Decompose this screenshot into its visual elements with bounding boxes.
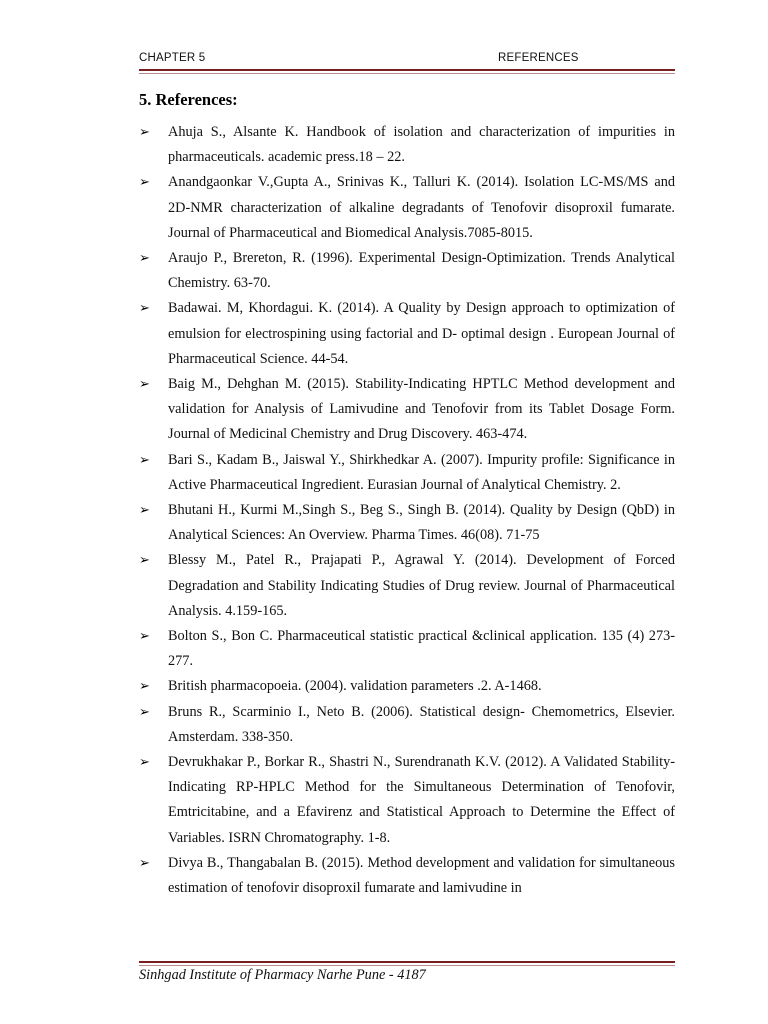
reference-item	[139, 624, 675, 674]
reference-item	[139, 674, 675, 699]
section-label: REFERENCES	[498, 52, 579, 64]
reference-list	[139, 120, 675, 901]
reference-item	[139, 170, 675, 246]
header-rule-thin	[139, 73, 675, 74]
reference-item	[139, 548, 675, 624]
reference-item	[139, 851, 675, 901]
reference-text: Blessy M., Patel R., Prajapati P., Agrawal Y. (2014). Development of Forced Degradation and Stability Indicating Studies of Drug review. Journal of Pharmaceutical Analysis. 4.159-165.	[168, 552, 675, 619]
reference-item	[139, 246, 675, 296]
reference-text: British pharmacopoeia. (2004). validation parameters .2. A-1468.	[168, 678, 542, 695]
reference-text: Bruns R., Scarminio I., Neto B. (2006). Statistical design- Chemometrics, Elsevier. Amsterdam. 338-350.	[168, 703, 675, 745]
arrow-bullet-icon: ➢	[139, 125, 150, 140]
arrow-bullet-icon: ➢	[139, 452, 150, 468]
reference-text: Devrukhakar P., Borkar R., Shastri N., Surendranath K.V. (2012). A Validated Stability-Indicating RP-HPLC Method for the Simultaneous Determination of Tenofovir, Emtricitabine, and a Efavirenz and Statistical Approach to Determine the Effect of Variables. ISRN Chromatography. 1-8.	[168, 754, 675, 846]
arrow-bullet-icon: ➢	[139, 679, 150, 695]
footer-rule-thin	[139, 965, 675, 966]
reference-text: Bolton S., Bon C. Pharmaceutical statistic practical &clinical application. 135 (4) 273-277.	[168, 628, 675, 670]
arrow-bullet-icon: ➢	[139, 301, 150, 317]
arrow-bullet-icon: ➢	[139, 755, 150, 771]
reference-text: Araujo P., Brereton, R. (1996). Experimental Design-Optimization. Trends Analytical Chemistry. 63-70.	[168, 250, 675, 292]
reference-item	[139, 700, 675, 750]
reference-text: Ahuja S., Alsante K. Handbook of isolation and characterization of impurities in pharmaceuticals. academic press.18 – 22.	[168, 124, 675, 166]
reference-item	[139, 120, 675, 170]
reference-item	[139, 372, 675, 448]
header-rule	[139, 69, 675, 71]
footer-rule	[139, 961, 675, 963]
reference-item	[139, 498, 675, 548]
running-header	[139, 52, 675, 68]
reference-text: Bhutani H., Kurmi M.,Singh S., Beg S., Singh B. (2014). Quality by Design (QbD) in Analytical Sciences: An Overview. Pharma Times. 46(08). 71-75	[168, 502, 675, 544]
arrow-bullet-icon: ➢	[139, 704, 150, 720]
arrow-bullet-icon: ➢	[139, 175, 150, 191]
reference-text: Divya B., Thangabalan B. (2015). Method development and validation for simultaneous estimation of tenofovir disoproxil fumarate and lamivudine in	[168, 854, 675, 897]
arrow-bullet-icon: ➢	[139, 377, 150, 393]
arrow-bullet-icon: ➢	[139, 629, 150, 645]
reference-text: Bari S., Kadam B., Jaiswal Y., Shirkhedkar A. (2007). Impurity profile: Significance in Active Pharmaceutical Ingredient. Eurasian Journal of Analytical Chemistry. 2.	[168, 451, 675, 493]
reference-text: Badawai. M, Khordagui. K. (2014). A Quality by Design approach to optimization of emulsion for electrospining using factorial and D- optimal design . European Journal of Pharmaceutical Science. 44-54.	[168, 300, 675, 367]
page-heading: 5. References:	[139, 90, 238, 109]
reference-text: Anandgaonkar V.,Gupta A., Srinivas K., Talluri K. (2014). Isolation LC-MS/MS and 2D-NMR characterization of alkaline degradants of Tenofovir disoproxil fumarate. Journal of Pharmaceutical and Biomedical Analysis.7085-8015.	[168, 174, 675, 241]
reference-item	[139, 750, 675, 851]
page-footer: Sinhgad Institute of Pharmacy Narhe Pune - 4187	[139, 967, 426, 983]
reference-item	[139, 296, 675, 372]
arrow-bullet-icon: ➢	[139, 553, 150, 569]
arrow-bullet-icon: ➢	[139, 503, 150, 519]
reference-item	[139, 448, 675, 498]
arrow-bullet-icon: ➢	[139, 251, 150, 267]
reference-text: Baig M., Dehghan M. (2015). Stability-Indicating HPTLC Method development and validation for Analysis of Lamivudine and Tenofovir from its Tablet Dosage Form. Journal of Medicinal Chemistry and Drug Discovery. 463-474.	[168, 376, 675, 443]
chapter-label: CHAPTER 5	[139, 52, 206, 64]
arrow-bullet-icon: ➢	[139, 855, 150, 871]
